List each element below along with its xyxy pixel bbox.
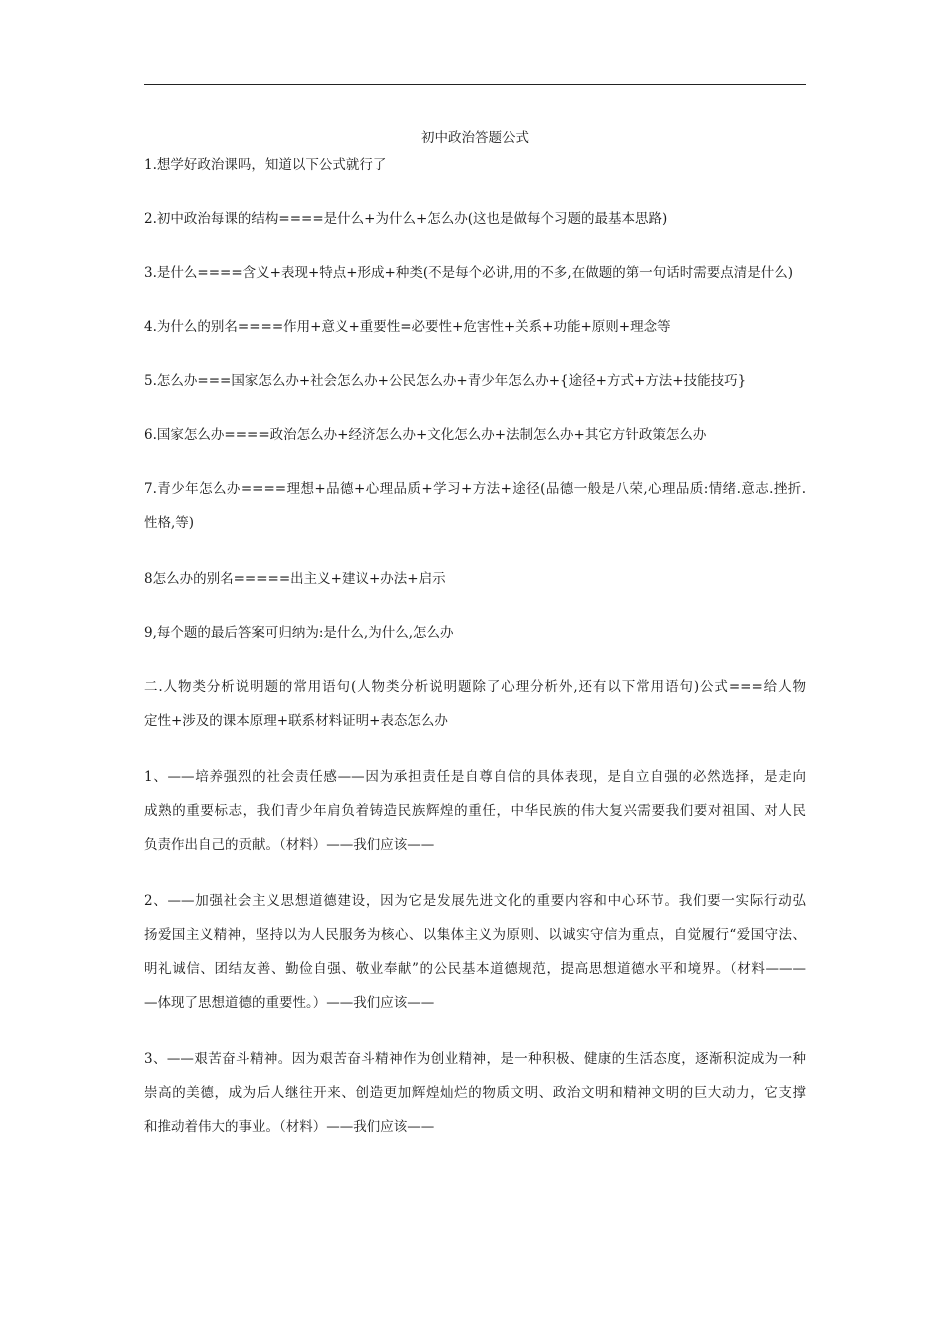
paragraph: [144, 670, 806, 738]
paragraph-line: 5.怎么办===国家怎么办+社会怎么办+公民怎么办+青少年怎么办+{途径+方式+方法+技能技巧}: [144, 373, 747, 389]
paragraph: [144, 310, 806, 344]
paragraph-line: 1、——培养强烈的社会责任感——因为承担责任是自尊自信的具体表现，是自立自强的必然选择，是走向: [144, 769, 806, 785]
paragraph: [144, 760, 806, 862]
paragraph: [144, 1042, 806, 1144]
paragraph-line: 2、——加强社会主义思想道德建设，因为它是发展先进文化的重要内容和中心环节。我们要一实际行动弘: [144, 893, 806, 909]
paragraph-line: 明礼诚信、团结友善、勤俭自强、敬业奉献”的公民基本道德规范，提高思想道德水平和境界。（材料———: [144, 961, 806, 977]
paragraph: [144, 562, 806, 596]
paragraph-line: 3、——艰苦奋斗精神。因为艰苦奋斗精神作为创业精神，是一种积极、健康的生活态度，逐渐积淀成为一种: [144, 1051, 806, 1067]
paragraph-line: 和推动着伟大的事业。（材料）——我们应该——: [144, 1119, 435, 1135]
paragraph-line: 4.为什么的别名====作用+意义+重要性=必要性+危害性+关系+功能+原则+理念等: [144, 319, 671, 335]
paragraph-line: 性格,等): [144, 515, 195, 531]
paragraph-line: 6.国家怎么办====政治怎么办+经济怎么办+文化怎么办+法制怎么办+其它方针政策怎么办: [144, 427, 707, 443]
paragraph: [144, 148, 806, 182]
paragraph-line: 成熟的重要标志，我们青少年肩负着铸造民族辉煌的重任，中华民族的伟大复兴需要我们要对祖国、对人民: [144, 803, 806, 819]
paragraph-line: 二.人物类分析说明题的常用语句(人物类分析说明题除了心理分析外,还有以下常用语句)公式===给人物: [144, 679, 806, 695]
paragraph-line: 1.想学好政治课吗，知道以下公式就行了: [144, 157, 387, 173]
paragraph-line: 7.青少年怎么办====理想+品德+心理品质+学习+方法+途径(品德一般是八荣,心理品质:情绪.意志.挫折.: [144, 481, 806, 497]
paragraph: [144, 418, 806, 452]
paragraph-line: 定性+涉及的课本原理+联系材料证明+表态怎么办: [144, 713, 448, 729]
header-rule: [144, 84, 806, 85]
paragraph-line: 负责作出自己的贡献。（材料）——我们应该——: [144, 837, 435, 853]
paragraph: [144, 472, 806, 540]
paragraph-line: 扬爱国主义精神，坚持以为人民服务为核心、以集体主义为原则、以诚实守信为重点，自觉履行“爱国守法、: [144, 927, 806, 943]
paragraph: [144, 202, 806, 236]
paragraph-line: 崇高的美德，成为后人继往开来、创造更加辉煌灿烂的物质文明、政治文明和精神文明的巨大动力，它支撑: [144, 1085, 806, 1101]
paragraph: [144, 884, 806, 1020]
paragraph-line: —体现了思想道德的重要性。）——我们应该——: [144, 995, 435, 1011]
paragraph-line: 8怎么办的别名=====出主义+建议+办法+启示: [144, 571, 446, 587]
document-title: 初中政治答题公式: [421, 130, 529, 146]
paragraph: [144, 616, 806, 650]
paragraph: [144, 256, 806, 290]
paragraph-line: 2.初中政治每课的结构====是什么+为什么+怎么办(这也是做每个习题的最基本思路): [144, 211, 668, 227]
paragraph-line: 9,每个题的最后答案可归纳为:是什么,为什么,怎么办: [144, 625, 454, 641]
paragraph-line: 3.是什么====含义+表现+特点+形成+种类(不是每个必讲,用的不多,在做题的第一句话时需要点清是什么): [144, 265, 793, 281]
paragraph: [144, 364, 806, 398]
